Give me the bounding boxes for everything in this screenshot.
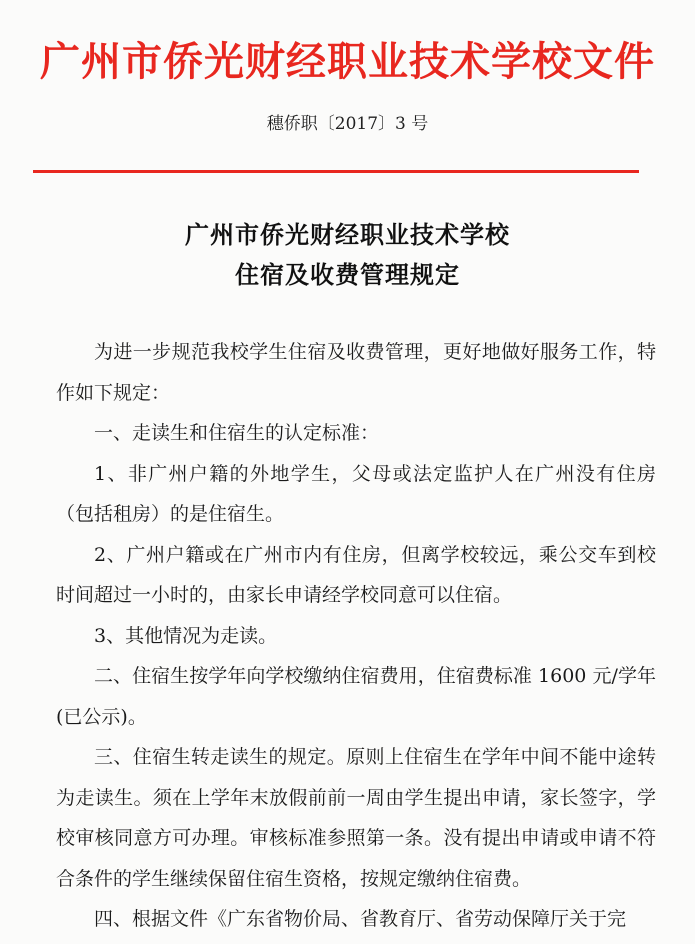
paragraph-section-1-heading: 一、走读生和住宿生的认定标准： bbox=[94, 422, 380, 444]
document-number: 穗侨职〔2017〕3 号 bbox=[266, 114, 429, 134]
letterhead-red-divider bbox=[33, 170, 639, 173]
paragraph-intro: 为进一步规范我校学生住宿及收费管理，更好地做好服务工作，特作如下规定： bbox=[56, 341, 656, 404]
document-letterhead: 广州市侨光财经职业技术学校文件 bbox=[40, 39, 655, 85]
paragraph-section-1-item-1: 1、非广州户籍的外地学生，父母或法定监护人在广州没有住房（包括租房）的是住宿生。 bbox=[56, 462, 656, 525]
document-body bbox=[56, 332, 656, 940]
paragraph-section-3: 三、住宿生转走读生的规定。原则上住宿生在学年中间不能中途转为走读生。须在上学年末放假前前一周由学生提出申请，家长签字，学校审核同意方可办理。审核标准参照第一条。没有提出申请或申请不符合条件的学生继续保留住宿生资格，按规定缴纳住宿费。 bbox=[56, 746, 656, 890]
paragraph-section-2: 二、住宿生按学年向学校缴纳住宿费用，住宿费标准 1600 元/学年(已公示)。 bbox=[56, 665, 656, 728]
document-title-line-1: 广州市侨光财经职业技术学校 bbox=[185, 220, 510, 249]
paragraph-section-1-item-2: 2、广州户籍或在广州市内有住房，但离学校较远，乘公交车到校时间超过一小时的，由家长申请经学校同意可以住宿。 bbox=[56, 543, 656, 606]
paragraph-section-1-item-3: 3、其他情况为走读。 bbox=[94, 624, 278, 647]
paragraph-section-4: 四、根据文件《广东省物价局、省教育厅、省劳动保障厅关于完 bbox=[94, 908, 627, 930]
document-title-line-2: 住宿及收费管理规定 bbox=[235, 260, 460, 289]
